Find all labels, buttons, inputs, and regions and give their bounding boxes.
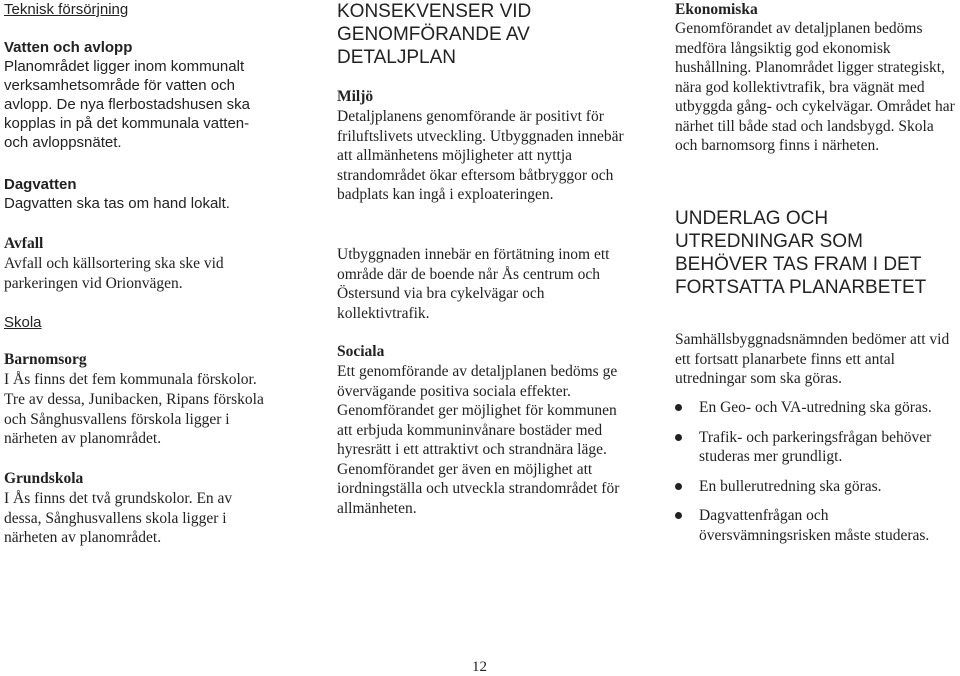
text-sociala: Ett genomförande av detaljplanen bedöms ge övervägande positiva sociala effekter. Genomförandet ger möjlighet för kommunen att erbjuda kommuninvånare bostäder med hyresrätt i ett attraktivt och strandnära läge. Genomförandet ger även en möjlighet att iordningställa och utveckla strandområdet för allmänheten.: [337, 363, 620, 517]
text-miljo-2: Utbyggnaden innebär en förtätning inom ett område där de boende når Ås centrum och Östersund via bra cykelvägar och kollektivtrafik.: [337, 246, 610, 322]
text-miljo: Detaljplanens genomförande är positivt för friluftslivets utveckling. Utbyggnaden innebär att allmänhetens möjligheter att nyttja strandområdet ökar eftersom båtbryggor och badplats kan ingå i exploateringen.: [337, 108, 624, 203]
list-item: En bullerutredning ska göras.: [675, 477, 959, 497]
list-item: Trafik- och parkeringsfrågan behöver studeras mer grundligt.: [675, 428, 959, 467]
heading-vatten-avlopp: Vatten och avlopp: [4, 39, 133, 56]
bullet-icon: [675, 434, 682, 441]
text-barnomsorg-2: Tre av dessa, Junibacken, Ripans förskola och Sånghusvallens förskola ligger i närheten av planområdet.: [4, 391, 264, 447]
heading-underlag: UNDERLAG OCH UTREDNINGAR SOM BEHÖVER TAS FRAM I DET FORTSATTA PLANARBETET: [675, 208, 927, 298]
heading-barnomsorg: Barnomsorg: [4, 351, 87, 368]
heading-ekonomiska: Ekonomiska: [675, 1, 758, 18]
text-underlag: Samhällsbyggnadsnämnden bedömer att vid ett fortsatt planarbete finns ett antal utredningar som ska göras.: [675, 331, 950, 387]
bullet-icon: [675, 483, 682, 490]
heading-konsekvenser: KONSEKVENSER VID GENOMFÖRANDE AV DETALJPLAN: [337, 1, 532, 68]
heading-teknisk-forsorjning: Teknisk försörjning: [4, 1, 129, 18]
heading-skola: Skola: [4, 314, 42, 331]
heading-sociala: Sociala: [337, 343, 385, 360]
underlag-list: [675, 398, 959, 545]
heading-miljo: Miljö: [337, 88, 374, 105]
text-avfall: Avfall och källsortering ska ske vid parkeringen vid Orionvägen.: [4, 255, 224, 292]
heading-dagvatten: Dagvatten: [4, 176, 77, 193]
bullet-icon: [675, 404, 682, 411]
list-item: Dagvattenfrågan och översvämningsrisken måste studeras.: [675, 506, 959, 545]
page-number: 12: [472, 659, 487, 675]
heading-avfall: Avfall: [4, 235, 44, 252]
text-barnomsorg-1: I Ås finns det fem kommunala förskolor.: [4, 371, 257, 388]
bullet-icon: [675, 512, 682, 519]
text-vatten-avlopp: Planområdet ligger inom kommunalt verksamhetsområde för vatten och avlopp. De nya flerbostadshusen ska kopplas in på det kommunala vatten- och avloppsnätet.: [4, 58, 250, 151]
text-dagvatten: Dagvatten ska tas om hand lokalt.: [4, 195, 230, 212]
heading-grundskola: Grundskola: [4, 470, 84, 487]
text-grundskola: I Ås finns det två grundskolor. En av dessa, Sånghusvallens skola ligger i närheten av planområdet.: [4, 490, 233, 546]
text-ekonomiska: Genomförandet av detaljplanen bedöms medföra långsiktig god ekonomisk hushållning. Planområdet ligger strategiskt, nära god kollektivtrafik, bra vägnät med utbyggda gång- och cykelvägar. Området har närhet till både stad och landsbygd. Skola och barnomsorg finns i närheten.: [675, 20, 955, 154]
list-item: En Geo- och VA-utredning ska göras.: [675, 398, 959, 418]
